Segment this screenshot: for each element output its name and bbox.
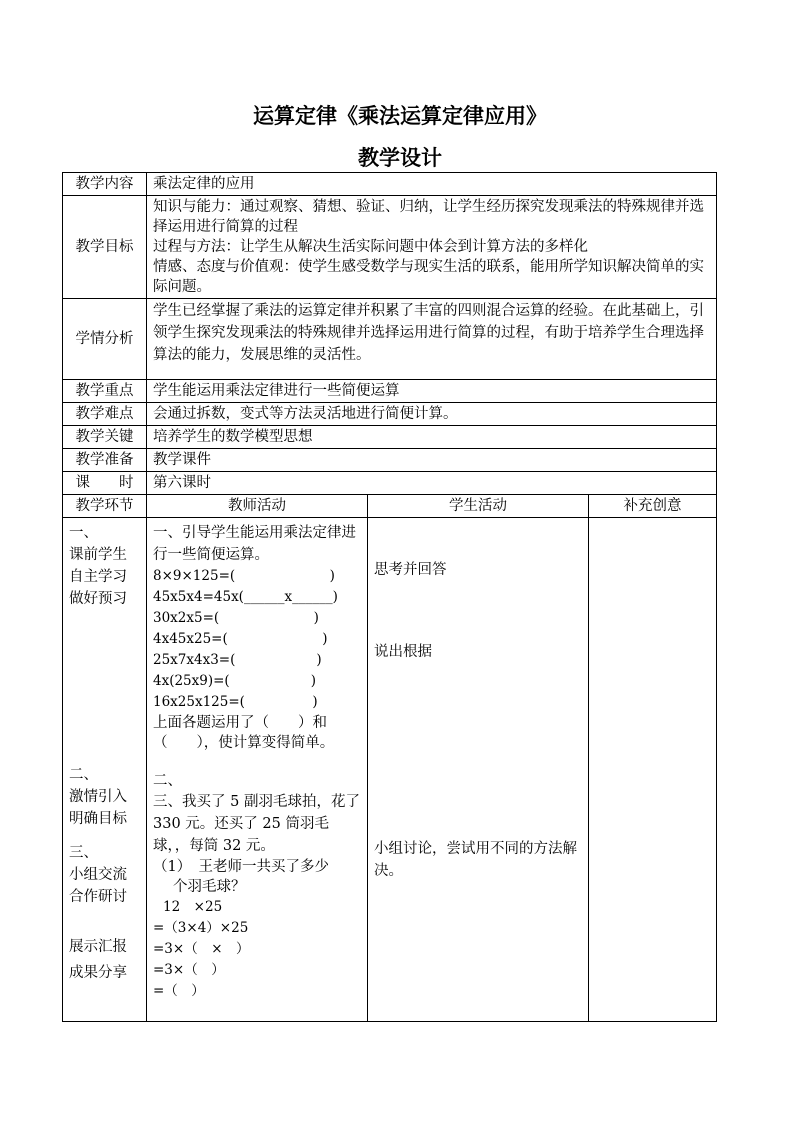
question-1-cont: 个羽毛球？: [173, 879, 246, 895]
header-extra: 补充创意: [589, 495, 717, 518]
step-2-line1: 激情引入: [69, 789, 127, 805]
step-3-line2: 合作研讨: [69, 889, 127, 905]
steps-cell: [63, 518, 147, 1022]
value-period: 第六课时: [147, 472, 717, 495]
calc-1: 12 ×25: [163, 899, 223, 915]
step-2-num: 二、: [69, 767, 98, 783]
step-4-line2: 成果分享: [69, 965, 127, 981]
row-headers: [63, 495, 717, 518]
calc-2: =（3×4）×25: [153, 920, 249, 936]
step-1-line2: 自主学习: [69, 569, 127, 585]
student-answer-2: 说出根据: [374, 644, 432, 660]
step-4-line1: 展示汇报: [69, 939, 127, 955]
calc-4: =3×（ ）: [153, 962, 225, 978]
row-activities: [63, 518, 717, 1022]
exercise-7: 16x25x125=( ): [153, 694, 318, 710]
row-content: [63, 173, 717, 196]
teacher-cell: [147, 518, 368, 1022]
student-answer-3: 小组讨论，尝试用不同的方法解决。: [374, 841, 577, 879]
step-1-line3: 做好预习: [69, 591, 127, 607]
calc-3: =3×（ × ）: [153, 941, 250, 957]
label-crux: 教学关键: [63, 426, 147, 449]
label-goals: 教学目标: [63, 196, 147, 299]
value-key: 学生能运用乘法定律进行一些简便运算: [147, 380, 717, 403]
exercise-3: 30x2x5=( ): [153, 610, 319, 626]
header-step: 教学环节: [63, 495, 147, 518]
document-subtitle: 教学设计: [358, 146, 442, 170]
row-difficult: [63, 403, 717, 426]
section-two: 二、: [153, 773, 182, 789]
value-difficult: 会通过拆数，变式等方法灵活地进行简便计算。: [147, 403, 717, 426]
label-content: 教学内容: [63, 173, 147, 196]
label-analysis: 学情分析: [63, 299, 147, 380]
step-1-num: 一、: [69, 525, 98, 541]
row-key: [63, 380, 717, 403]
value-content: 乘法定律的应用: [147, 173, 717, 196]
step-3-line1: 小组交流: [69, 867, 127, 883]
step-3-num: 三、: [69, 845, 98, 861]
summary-line-2: （ ），使计算变得简单。: [153, 735, 335, 751]
step-2-line2: 明确目标: [69, 811, 127, 827]
label-prep: 教学准备: [63, 449, 147, 472]
document-title: 运算定律《乘法运算定律应用》: [253, 104, 547, 128]
calc-5: =（ ）: [153, 983, 205, 999]
exercise-2: 45x5x4=45x(______x______): [153, 589, 338, 605]
header-student: 学生活动: [368, 495, 589, 518]
value-analysis: 学生已经掌握了乘法的运算定律并积累了丰富的四则混合运算的经验。在此基础上，引领学生探究发现乘法的特殊规律并选择运用进行简算的过程，有助于培养学生合理选择算法的能力，发展思维的灵活性。: [147, 299, 717, 380]
label-difficult: 教学难点: [63, 403, 147, 426]
student-cell: [368, 518, 589, 1022]
goal-process: 过程与方法：让学生从解决生活实际问题中体会到计算方法的多样化: [153, 239, 588, 255]
goal-knowledge: 知识与能力：通过观察、猜想、验证、归纳，让学生经历探究发现乘法的特殊规律并选择运用进行简算的过程: [153, 199, 704, 235]
exercise-6: 4x(25x9)=( ): [153, 673, 316, 689]
exercise-4: 4x45x25=( ): [153, 631, 328, 647]
exercise-1: 8×9×125=( ): [153, 568, 335, 584]
value-crux: 培养学生的数学模型思想: [147, 426, 717, 449]
label-period: 课 时: [63, 472, 147, 495]
row-period: [63, 472, 717, 495]
label-key: 教学重点: [63, 380, 147, 403]
summary-line-1: 上面各题运用了（ ）和: [153, 715, 327, 731]
row-goals: [63, 196, 717, 299]
header-teacher: 教师活动: [147, 495, 368, 518]
extra-cell: [589, 518, 717, 1022]
row-analysis: [63, 299, 717, 380]
exercise-5: 25x7x4x3=( ): [153, 652, 322, 668]
row-prep: [63, 449, 717, 472]
student-answer-1: 思考并回答: [374, 562, 447, 578]
value-prep: 教学课件: [147, 449, 717, 472]
goal-attitude: 情感、态度与价值观：使学生感受数学与现实生活的联系，能用所学知识解决简单的实际问题。: [153, 259, 704, 295]
lesson-plan-table: [62, 172, 717, 1022]
step-1-line1: 课前学生: [69, 547, 127, 563]
question-1: （1） 王老师一共买了多少: [153, 859, 329, 875]
problem-text: 三、我买了 5 副羽毛球拍，花了 330 元。还买了 25 筒羽毛球，，每筒 32 元。: [153, 794, 360, 854]
row-crux: [63, 426, 717, 449]
teacher-intro: 一、引导学生能运用乘法定律进行一些简便运算。: [153, 525, 356, 563]
